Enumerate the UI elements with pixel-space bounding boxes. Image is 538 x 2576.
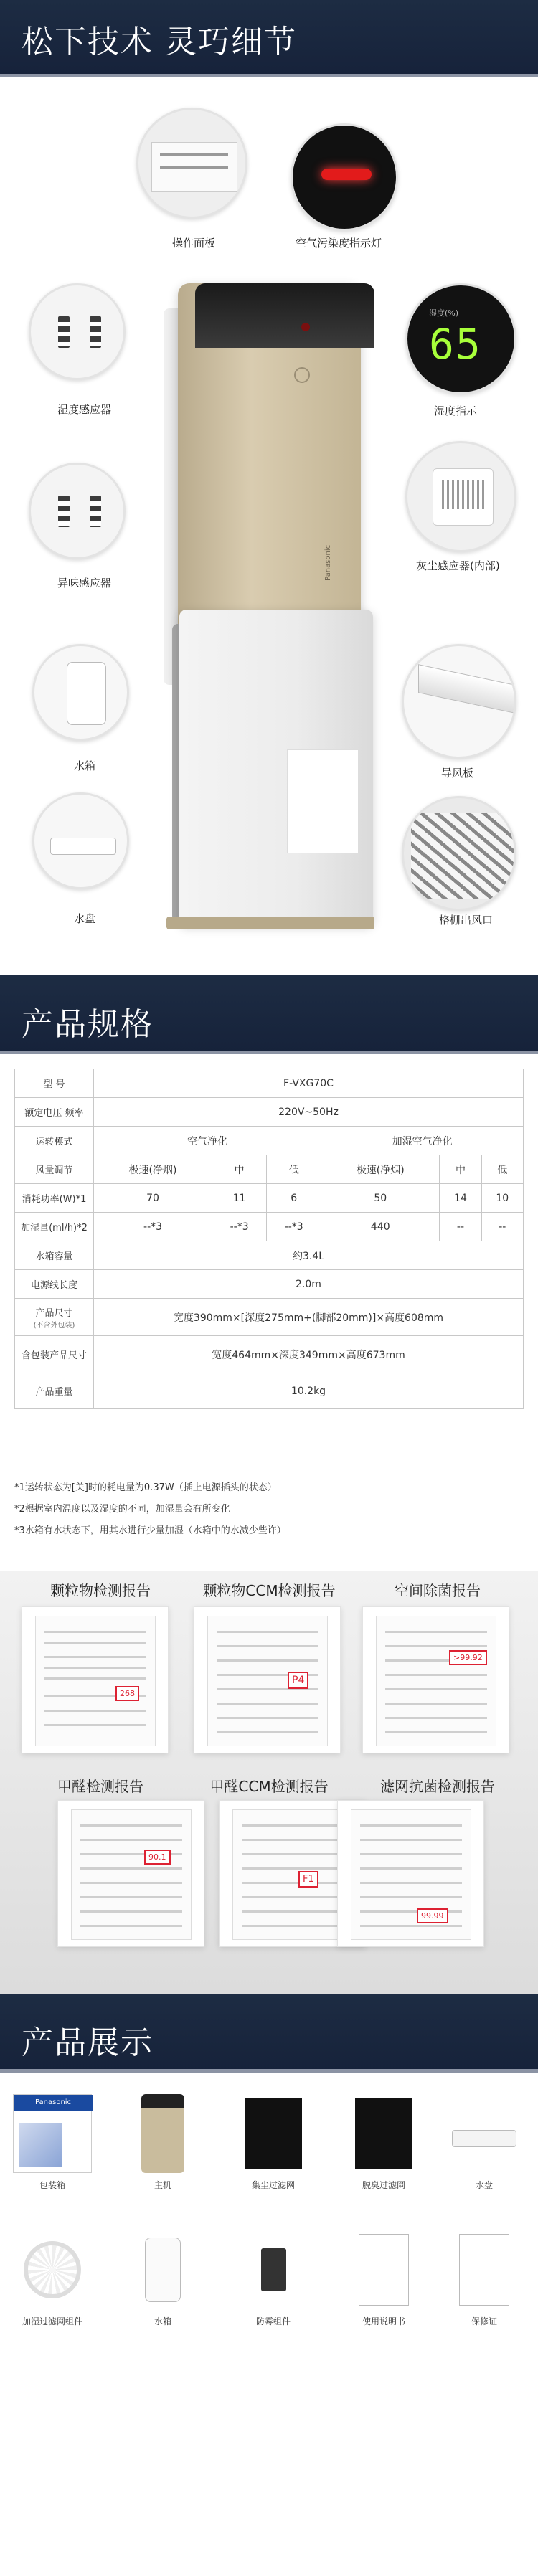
purifier-base xyxy=(166,917,374,929)
report-stamp: P4 xyxy=(288,1672,308,1689)
item-dust-filter xyxy=(234,2094,313,2191)
humidity-display-image xyxy=(405,283,516,394)
dust-sensor-image xyxy=(405,441,516,552)
pkg-label: 含包装产品尺寸 xyxy=(15,1336,94,1373)
size-label-cell xyxy=(15,1299,94,1336)
label-dust-sensor: 灰尘感应器(内部) xyxy=(416,559,500,572)
power-val: 10 xyxy=(481,1184,523,1213)
label-pollution: 空气污染度指示灯 xyxy=(296,237,382,250)
report-image-filter-antibacterial[interactable] xyxy=(337,1800,484,1947)
report-stamp: 90.1 xyxy=(144,1850,171,1865)
mode-label: 运转模式 xyxy=(15,1127,94,1155)
weight-value: 10.2kg xyxy=(94,1373,524,1409)
note: *2根据室内温度以及湿度的不同，加湿量会有所变化 xyxy=(14,1504,230,1515)
humid-label: 加湿量(ml/h)*2 xyxy=(15,1213,94,1241)
item-box: Panasonic 包装箱 xyxy=(13,2094,92,2191)
fan-col: 中 xyxy=(212,1155,267,1184)
humidity-value: 65 xyxy=(429,320,482,369)
section-showcase xyxy=(0,1994,538,2499)
section-title-specs: 产品规格 xyxy=(0,975,538,1054)
guide-image xyxy=(402,644,516,759)
humidity-sensor-image xyxy=(29,283,126,380)
item-label: 保修证 xyxy=(471,2316,497,2326)
section-specs xyxy=(0,975,538,1994)
report-image-particle-ccm[interactable] xyxy=(194,1606,341,1753)
fan-col: 低 xyxy=(481,1155,523,1184)
panel-closeup-image xyxy=(136,108,247,219)
fan-label: 风量调节 xyxy=(15,1155,94,1184)
odor-sensor-image xyxy=(29,463,126,559)
model-value: F-VXG70C xyxy=(94,1069,524,1098)
voltage-label: 额定电压 频率 xyxy=(15,1098,94,1127)
item-label: 水盘 xyxy=(475,2180,493,2190)
report-title: 空间除菌报告 xyxy=(395,1582,481,1599)
humid-val: -- xyxy=(440,1213,481,1241)
purifier-indicator-light xyxy=(301,323,310,331)
label-tank: 水箱 xyxy=(74,759,96,772)
section-title-details: 松下技术 灵巧细节 xyxy=(0,0,538,77)
power-val: 50 xyxy=(321,1184,440,1213)
power-label: 消耗功率(W)*1 xyxy=(15,1184,94,1213)
spec-table xyxy=(14,1069,524,1409)
mode-air: 空气净化 xyxy=(94,1127,321,1155)
report-stamp: >99.92 xyxy=(449,1650,487,1665)
fan-col: 极速(净烟) xyxy=(321,1155,440,1184)
item-tank xyxy=(123,2230,202,2327)
section-title-showcase: 产品展示 xyxy=(0,1994,538,2073)
grille-image xyxy=(402,796,516,911)
report-title: 颗粒物检测报告 xyxy=(50,1582,151,1599)
voltage-value: 220V~50Hz xyxy=(94,1098,524,1127)
humid-val: --*3 xyxy=(94,1213,212,1241)
purifier-logo-icon xyxy=(294,367,310,383)
power-val: 6 xyxy=(267,1184,321,1213)
cord-label: 电源线长度 xyxy=(15,1270,94,1299)
item-label: 脱臭过滤网 xyxy=(362,2180,405,2190)
mode-humid: 加湿空气净化 xyxy=(321,1127,524,1155)
report-image-formaldehyde[interactable] xyxy=(57,1800,204,1947)
pkg-value: 宽度464mm×深度349mm×高度673mm xyxy=(94,1336,524,1373)
report-image-particle[interactable] xyxy=(22,1606,169,1753)
humid-val: --*3 xyxy=(267,1213,321,1241)
report-stamp: 268 xyxy=(115,1686,139,1701)
spec-notes xyxy=(14,1477,286,1542)
item-label: 主机 xyxy=(154,2180,171,2190)
tank-value: 约3.4L xyxy=(94,1241,524,1270)
item-manual xyxy=(344,2230,423,2327)
humid-val: -- xyxy=(481,1213,523,1241)
report-stamp: F1 xyxy=(298,1871,318,1888)
label-grille: 格栅出风口 xyxy=(439,914,494,927)
cord-value: 2.0m xyxy=(94,1270,524,1299)
label-odor-sensor: 异味感应器 xyxy=(57,577,112,589)
item-label: 防霉组件 xyxy=(255,2316,291,2326)
power-val: 70 xyxy=(94,1184,212,1213)
report-title: 颗粒物CCM检测报告 xyxy=(202,1582,336,1599)
model-label: 型 号 xyxy=(15,1069,94,1098)
item-mold xyxy=(234,2230,313,2327)
tray-image xyxy=(32,792,129,889)
report-title: 甲醛CCM检测报告 xyxy=(209,1778,329,1795)
humid-val: --*3 xyxy=(212,1213,267,1241)
fan-col: 低 xyxy=(267,1155,321,1184)
report-title: 滤网抗菌检测报告 xyxy=(380,1778,495,1795)
report-title: 甲醛检测报告 xyxy=(57,1778,143,1795)
label-guide: 导风板 xyxy=(441,767,474,780)
report-stamp: 99.99 xyxy=(417,1908,448,1923)
note: *3水箱有水状态下，用其水进行少量加湿（水箱中的水减少些许） xyxy=(14,1525,286,1536)
label-humidity-sensor: 湿度感应器 xyxy=(57,403,112,416)
power-val: 11 xyxy=(212,1184,267,1213)
tank-image xyxy=(32,644,129,741)
fan-col: 中 xyxy=(440,1155,481,1184)
pollution-light-image xyxy=(291,123,398,231)
purifier-spec-label xyxy=(287,749,359,853)
item-label: 水箱 xyxy=(154,2316,171,2326)
label-tray: 水盘 xyxy=(74,912,96,925)
humid-val: 440 xyxy=(321,1213,440,1241)
weight-label: 产品重量 xyxy=(15,1373,94,1409)
note: *1运转状态为[关]时的耗电量为0.37W（插上电源插头的状态） xyxy=(14,1482,277,1493)
item-label: 使用说明书 xyxy=(362,2316,405,2326)
brand-logo: Panasonic xyxy=(324,544,332,581)
fan-col: 极速(净烟) xyxy=(94,1155,212,1184)
item-warranty xyxy=(445,2230,524,2327)
item-tray xyxy=(445,2094,524,2191)
item-humid-filter xyxy=(13,2230,92,2327)
item-label: 加湿过滤网组件 xyxy=(22,2316,82,2326)
size-note: (不含外包装) xyxy=(33,1321,75,1330)
humidity-unit: 湿度(%) xyxy=(429,308,459,318)
size-value: 宽度390mm×[深度275mm+(脚部20mm)]×高度608mm xyxy=(94,1299,524,1336)
size-label: 产品尺寸 xyxy=(35,1307,73,1319)
label-panel: 操作面板 xyxy=(172,237,216,250)
item-main-unit xyxy=(123,2094,202,2191)
item-label: 集尘过滤网 xyxy=(251,2180,295,2190)
section-details xyxy=(0,0,538,975)
label-humidity-indicator: 湿度指示 xyxy=(434,404,478,417)
item-label: 包装箱 xyxy=(39,2180,65,2190)
purifier-top-panel xyxy=(195,283,374,348)
tank-label: 水箱容量 xyxy=(15,1241,94,1270)
report-image-sterilization[interactable] xyxy=(362,1606,509,1753)
power-val: 14 xyxy=(440,1184,481,1213)
item-deodor-filter xyxy=(344,2094,423,2191)
